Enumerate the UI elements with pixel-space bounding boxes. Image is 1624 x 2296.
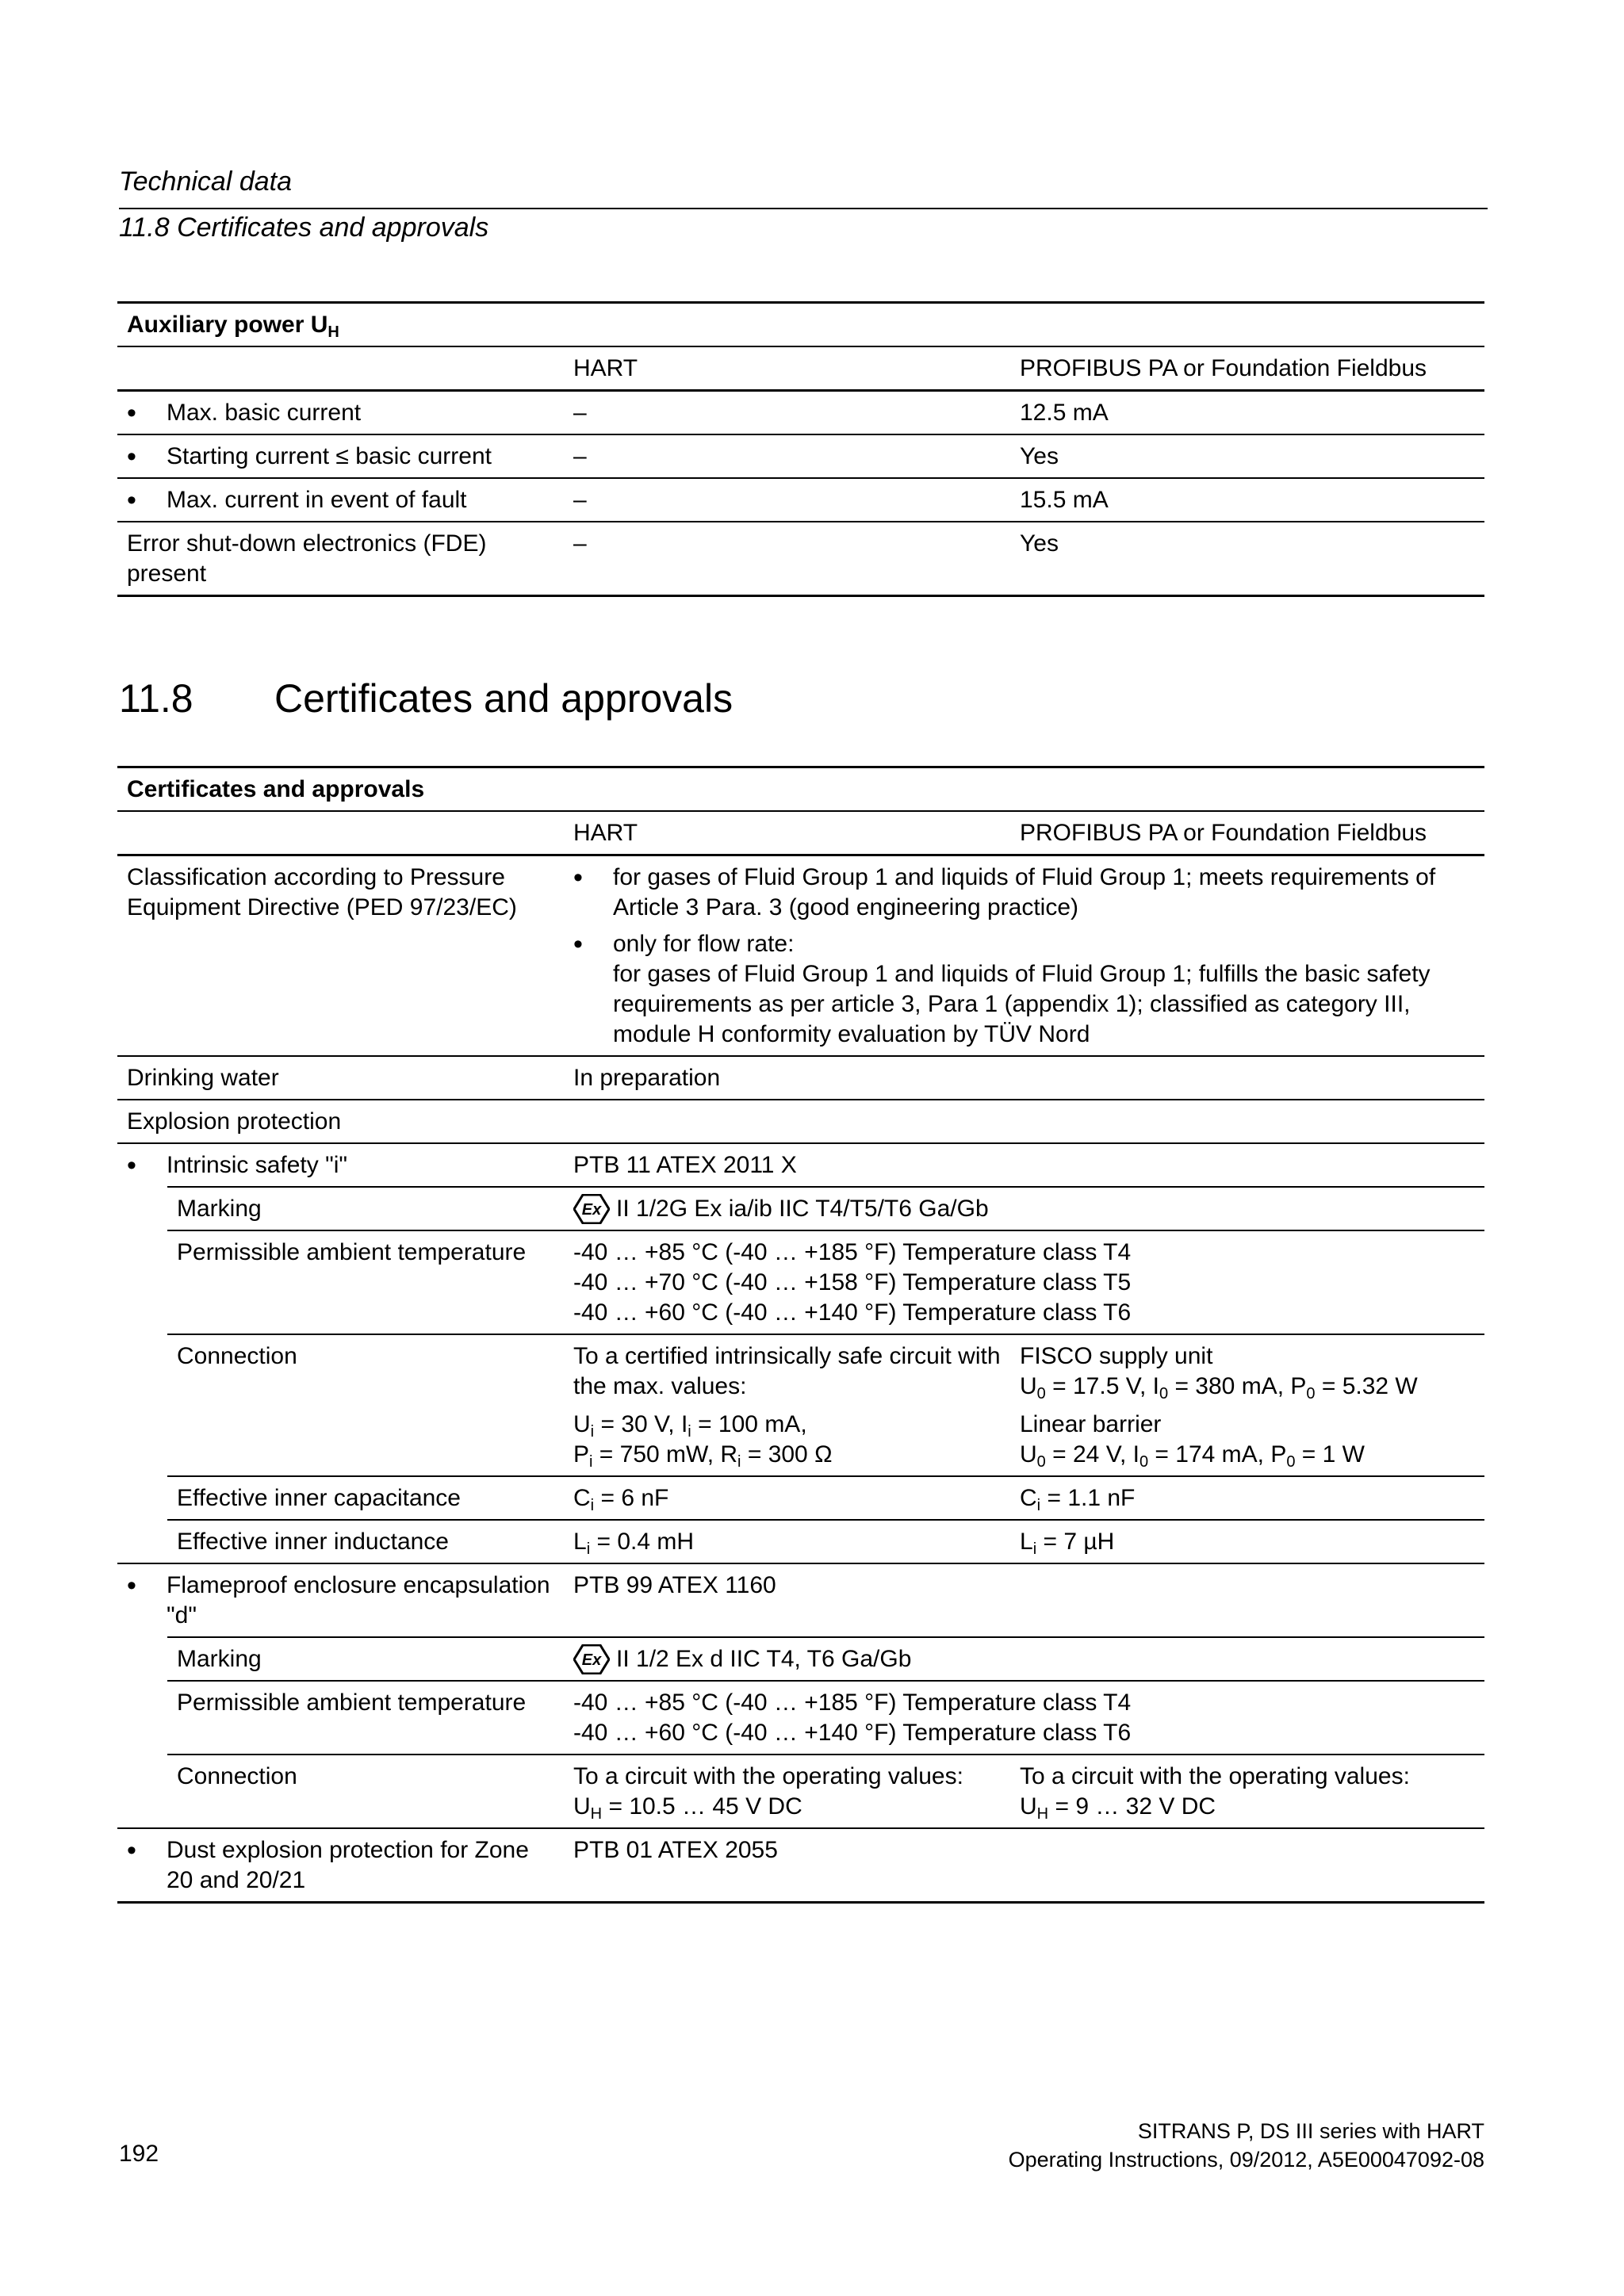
footer-doc: Operating Instructions, 09/2012, A5E00047092-08: [1008, 2148, 1484, 2172]
running-header-chapter: Technical data: [119, 166, 293, 197]
flameproof-label: • Flameproof enclosure encapsulation "d": [117, 1563, 564, 1637]
capacitance-pa: $C_i = 1.1$ nF: [1010, 1476, 1484, 1520]
capacitance-label: Effective inner capacitance: [167, 1476, 564, 1520]
ex-hexagon-icon: [573, 1644, 610, 1674]
ped-value: [564, 855, 1484, 1057]
cert-table-title: Certificates and approvals: [117, 767, 1484, 812]
aux-row-label: Error shut-down electronics (FDE) present: [117, 522, 564, 596]
ambient-temp-label: Permissible ambient temperature: [167, 1230, 564, 1334]
aux-row-label: • Max. basic current: [117, 391, 564, 435]
aux-col-pa: PROFIBUS PA or Foundation Fieldbus: [1010, 346, 1484, 391]
aux-row-hart: –: [564, 434, 1010, 478]
intrinsic-connection-pa: FISCO supply unit $U_0 = 17.5$ V, $I_0 = 380$ mA, $P_0 = 5.32$ W Linear barrier $U_0 = 24$ V, $I_0 = 174$ mA, $P_0 = 1$ W: [1010, 1334, 1484, 1476]
auxiliary-power-table: [117, 301, 1484, 597]
section-heading: [119, 675, 733, 721]
section-number: 11.8: [119, 676, 193, 721]
marking-label: Marking: [167, 1637, 564, 1681]
connection-label: Connection: [167, 1334, 564, 1476]
aux-row-pa: 12.5 mA: [1010, 391, 1484, 435]
flameproof-value: PTB 99 ATEX 1160: [564, 1563, 1484, 1637]
ambient-temp-label: Permissible ambient temperature: [167, 1681, 564, 1755]
intrinsic-connection-hart: To a certified intrinsically safe circuit with the max. values: $U_i = 30$ V, $I_i = 100$ mA, $P_i = 750$ mW, $R_i = 300$ Ω: [564, 1334, 1010, 1476]
aux-row-hart: –: [564, 478, 1010, 522]
footer-product: SITRANS P, DS III series with HART: [1137, 2119, 1484, 2143]
svg-text:Ex: Ex: [581, 1651, 602, 1669]
flameproof-marking: Ex II 1/2 Ex d IIC T4, T6 Ga/Gb: [564, 1637, 1484, 1681]
aux-row-label: • Max. current in event of fault: [117, 478, 564, 522]
aux-table-title: Auxiliary power $U_H$: [117, 303, 1484, 347]
connection-label: Connection: [167, 1755, 564, 1828]
aux-col-hart: HART: [564, 346, 1010, 391]
aux-row-label: • Starting current ≤ basic current: [117, 434, 564, 478]
page-number: 192: [119, 2141, 159, 2167]
footer-doc-info: [1009, 2117, 1484, 2174]
intrinsic-marking: Ex II 1/2G Ex ia/ib IIC T4/T5/T6 Ga/Gb: [564, 1187, 1484, 1230]
inductance-label: Effective inner inductance: [167, 1520, 564, 1563]
drinking-water-value: In preparation: [564, 1056, 1484, 1100]
explosion-protection-label: Explosion protection: [117, 1100, 1484, 1143]
capacitance-hart: $C_i = 6$ nF: [564, 1476, 1010, 1520]
dust-protection-value: PTB 01 ATEX 2055: [564, 1828, 1484, 1903]
intrinsic-ambient-temp: -40 … +85 °C (-40 … +185 °F) Temperature class T4 -40 … +70 °C (-40 … +158 °F) Temperature class T5 -40 … +60 °C (-40 … +140 °F) Temperature class T6: [564, 1230, 1484, 1334]
aux-row-pa: Yes: [1010, 434, 1484, 478]
ex-hexagon-icon: [573, 1194, 610, 1224]
flameproof-ambient-temp: -40 … +85 °C (-40 … +185 °F) Temperature class T4 -40 … +60 °C (-40 … +140 °F) Temperature class T6: [564, 1681, 1484, 1755]
cert-col-hart: HART: [564, 811, 1010, 855]
marking-label: Marking: [167, 1187, 564, 1230]
intrinsic-safety-label: • Intrinsic safety "i": [117, 1143, 564, 1187]
aux-row-hart: –: [564, 391, 1010, 435]
dust-protection-label: • Dust explosion protection for Zone 20 and 20/21: [117, 1828, 564, 1903]
running-header-section: 11.8 Certificates and approvals: [119, 212, 489, 243]
cert-col-pa: PROFIBUS PA or Foundation Fieldbus: [1010, 811, 1484, 855]
inductance-pa: $L_i = 7$ µH: [1010, 1520, 1484, 1563]
section-title: Certificates and approvals: [274, 676, 733, 721]
drinking-water-label: Drinking water: [117, 1056, 564, 1100]
aux-row-pa: Yes: [1010, 522, 1484, 596]
ped-item: • only for flow rate: for gases of Fluid Group 1 and liquids of Fluid Group 1; fulfills the basic safety requirements as per article 3, Para 1 (appendix 1); classified as category III, module H conformity evaluation by TÜV Nord: [573, 929, 1475, 1050]
svg-text:Ex: Ex: [581, 1201, 602, 1219]
flameproof-connection-pa: To a circuit with the operating values: $U_H = 9$ … 32 V DC: [1010, 1755, 1484, 1828]
inductance-hart: $L_i = 0.4$ mH: [564, 1520, 1010, 1563]
aux-row-pa: 15.5 mA: [1010, 478, 1484, 522]
certificates-table: [117, 766, 1484, 1904]
flameproof-connection-hart: To a circuit with the operating values: $U_H = 10.5$ … 45 V DC: [564, 1755, 1010, 1828]
aux-row-hart: –: [564, 522, 1010, 596]
header-rule: [119, 208, 1488, 209]
intrinsic-safety-value: PTB 11 ATEX 2011 X: [564, 1143, 1484, 1187]
ped-label: Classification according to Pressure Equipment Directive (PED 97/23/EC): [117, 855, 564, 1057]
ped-item: • for gases of Fluid Group 1 and liquids of Fluid Group 1; meets requirements of Article 3 Para. 3 (good engineering practice): [573, 863, 1475, 923]
